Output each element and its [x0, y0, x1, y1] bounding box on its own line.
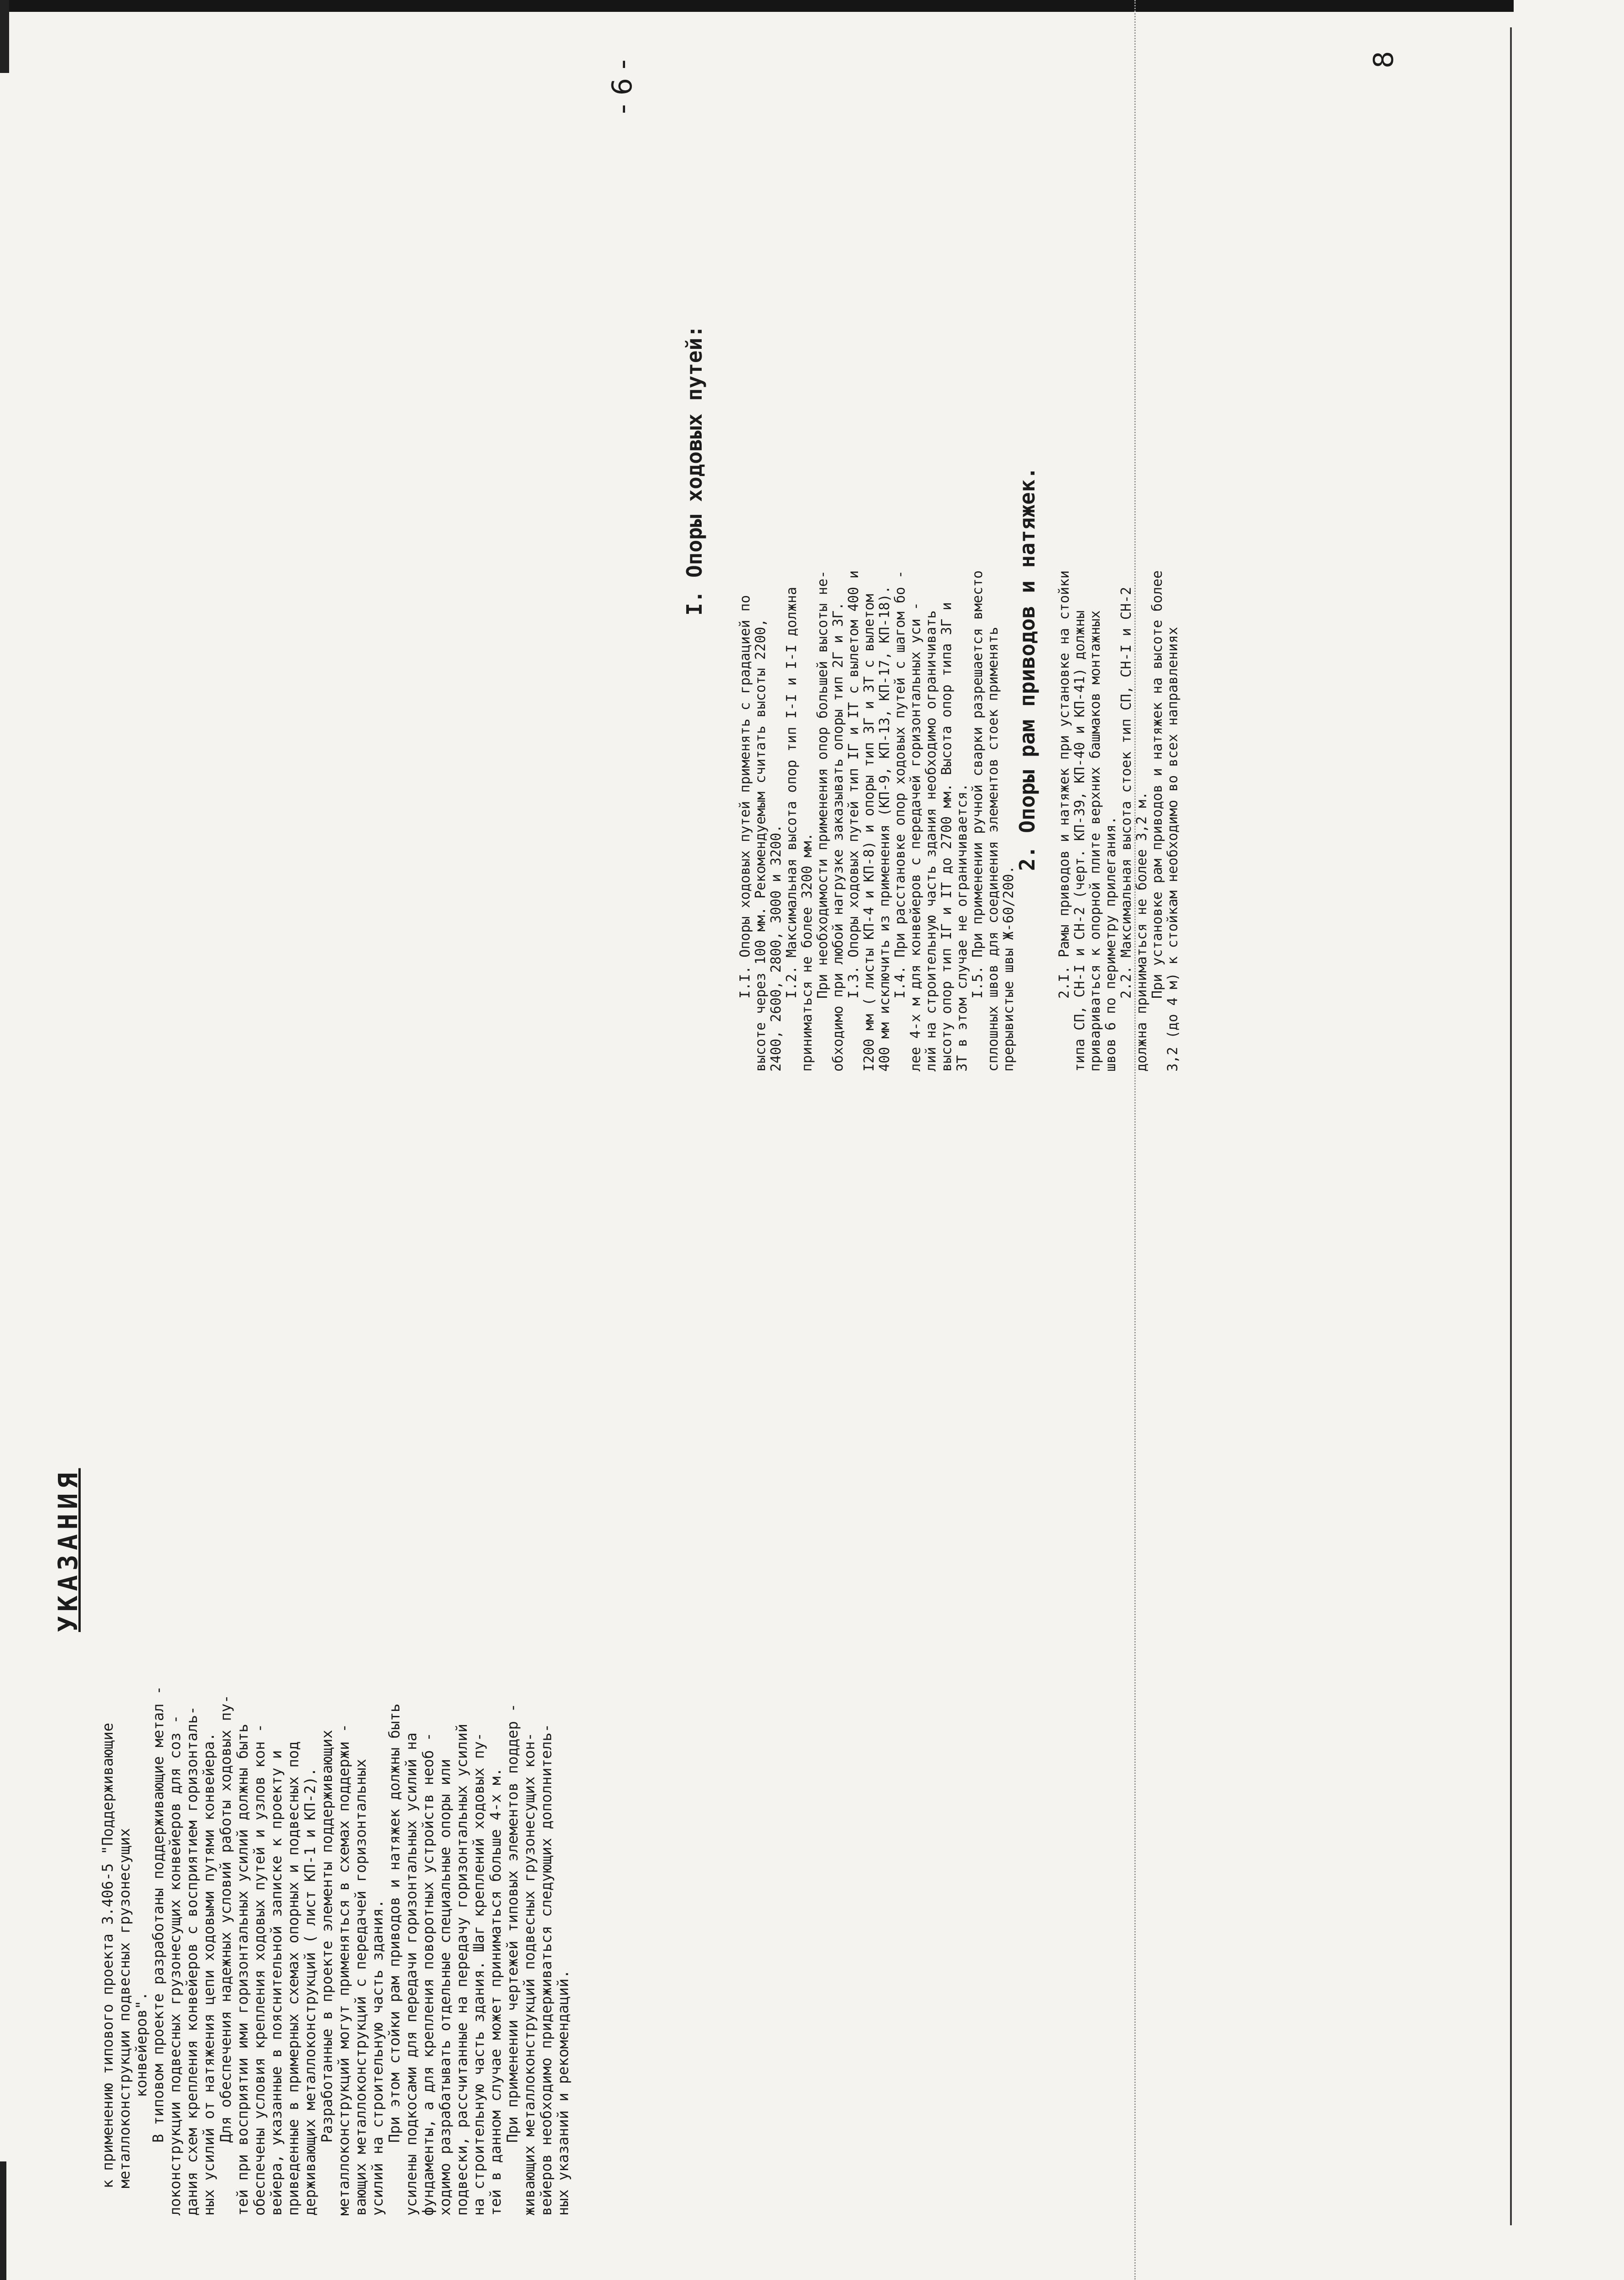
text-line: При применении чертежей типовых элементов поддер -: [504, 1703, 521, 2143]
text-line: вейеров необходимо придерживаться следующих дополнитель-: [538, 1724, 555, 2216]
text-line: типа СП, СН-I и СН-2 (черт. КП-39, КП-40 и КП-41) должны: [1072, 610, 1088, 1072]
text-line: тей в данном случае может приниматься больше 4-х м.: [487, 1767, 504, 2216]
text-line: I.I. Опоры ходовых путей применять с градацией по: [737, 595, 753, 999]
text-line: прерывистые швы Ж-60/200.: [1001, 865, 1017, 1072]
text-line: металлоконструкции подвесных грузонесущих: [116, 1828, 133, 2188]
text-line: усилены подкосами для передачи горизонтальных усилий на: [403, 1732, 420, 2216]
text-line: обходимо при любой нагрузке заказывать опоры тип 2Г и 3Г.: [830, 602, 846, 1072]
text-line: высоту опор тип IГ и IТ до 2700 мм. Высота опор типа 3Г и: [939, 602, 955, 1072]
text-line: I.4. При расстановке опор ходовых путей с шагом бо -: [892, 570, 908, 999]
page-number: - 6 -: [606, 59, 638, 114]
text-line: привариваться к опорной плите верхних башмаков монтажных: [1087, 610, 1103, 1072]
upper-page-text: [0, 0, 1624, 1126]
text-line: живающих металлоконструкций подвесных грузонесущих кон-: [521, 1732, 538, 2216]
text-line: ных указаний и рекомендаций.: [554, 1969, 572, 2216]
document-heading: УКАЗАНИЯ: [52, 1468, 83, 1632]
text-line: вейера, указанные в пояснительной записке к проекту и: [268, 1750, 285, 2216]
text-line: При необходимости применения опор большей высоты не-: [815, 570, 831, 999]
lower-page: [0, 1126, 1624, 2280]
text-line: В типовом проекте разработаны поддерживающие метал -: [150, 1686, 167, 2143]
text-line: Для обеспечения надежных условий работы ходовых пу-: [217, 1694, 234, 2143]
text-line: При установке рам приводов и натяжек на высоте более: [1149, 570, 1165, 999]
text-line: обеспечены условия крепления ходовых путей и узлов кон -: [251, 1724, 268, 2216]
text-line: 3,2 (до 4 м) к стойкам необходимо во всех направлениях: [1165, 627, 1181, 1072]
text-line: ходимо разрабатывать отдельные специальные опоры или: [436, 1759, 454, 2216]
text-line: I.5. При применении ручной сварки разрешается вместо: [970, 570, 986, 999]
text-line: вающих металлоконструкций с передачей горизонтальных: [352, 1759, 369, 2216]
text-line: ных усилий от натяжения цепи ходовыми путями конвейера.: [200, 1732, 217, 2216]
section2-title: 2. Опоры рам приводов и натяжек.: [1015, 466, 1040, 871]
text-line: на строительную часть здания. Шаг креплений ходовых пу-: [470, 1732, 487, 2216]
text-line: металлоконструкций могут применяться в схемах поддержи -: [335, 1724, 352, 2216]
text-line: I.3. Опоры ходовых путей тип IГ и IТ с вылетом 400 и: [846, 570, 862, 999]
text-line: 2.2. Максимальная высота стоек тип СП, СН-I и СН-2: [1118, 586, 1134, 999]
text-line: 2400, 2600, 2800, 3000 и 3200.: [768, 824, 784, 1072]
sheet-mark: 8: [1368, 51, 1400, 68]
text-line: I.2. Максимальная высота опор тип I-I и I-I должна: [784, 586, 800, 999]
text-line: лее 4-х м для конвейеров с передачей горизонтальных уси -: [908, 602, 924, 1072]
text-line: сплошных швов для соединения элементов стоек применять: [985, 627, 1001, 1072]
section1-title: I. Опоры ходовых путей:: [682, 325, 707, 616]
text-line: конвейеров".: [133, 1991, 150, 2097]
text-line: должна приниматься не более 3,2 м.: [1134, 791, 1150, 1072]
text-line: тей при восприятии ими горизонтальных усилий должны быть: [234, 1724, 251, 2216]
text-line: I200 мм ( листы КП-4 и КП-8) и опоры тип 3Г и 3Т с вылетом: [861, 594, 877, 1072]
lower-page-text: [0, 1126, 1624, 2280]
text-line: 3Т в этом случае не ограничивается.: [954, 783, 970, 1072]
text-line: швов 6 по периметру прилегания.: [1103, 816, 1119, 1072]
text-line: Разработанные в проекте элементы поддерживающих: [318, 1730, 336, 2143]
text-line: приниматься не более 3200 мм.: [799, 833, 815, 1072]
text-line: 2.I. Рамы приводов и натяжек при установке на стойки: [1056, 570, 1072, 999]
text-line: высоте через 100 мм. Рекомендуемым считать высоты 2200,: [753, 618, 769, 1072]
text-line: к применению типового проекта 3.406-5 "Поддерживающие: [99, 1722, 116, 2188]
text-line: усилий на строительную часть здания.: [369, 1899, 386, 2216]
text-line: подвески, рассчитанные на передачу горизонтальных усилий: [453, 1724, 471, 2216]
text-line: фундаменты, а для крепления поворотных устройств необ -: [419, 1732, 437, 2216]
text-line: приведенные в примерных схемах опорных и подвесных под: [284, 1741, 302, 2216]
text-line: локонструкции подвесных грузонесущих конвейеров для соз -: [166, 1715, 184, 2216]
text-line: дания схем крепления конвейеров с восприятием горизонталь-: [183, 1706, 201, 2216]
text-line: 400 мм исключить из применения (КП-9, КП-13, КП-17, КП-18).: [877, 586, 893, 1072]
text-line: лий на строительную часть здания необходимо ограничивать: [923, 610, 939, 1072]
text-line: При этом стойки рам приводов и натяжек должны быть: [386, 1703, 403, 2143]
text-line: держивающих металлоконструкций ( лист КП-1 и КП-2).: [301, 1767, 319, 2216]
upper-page: [0, 0, 1624, 1126]
